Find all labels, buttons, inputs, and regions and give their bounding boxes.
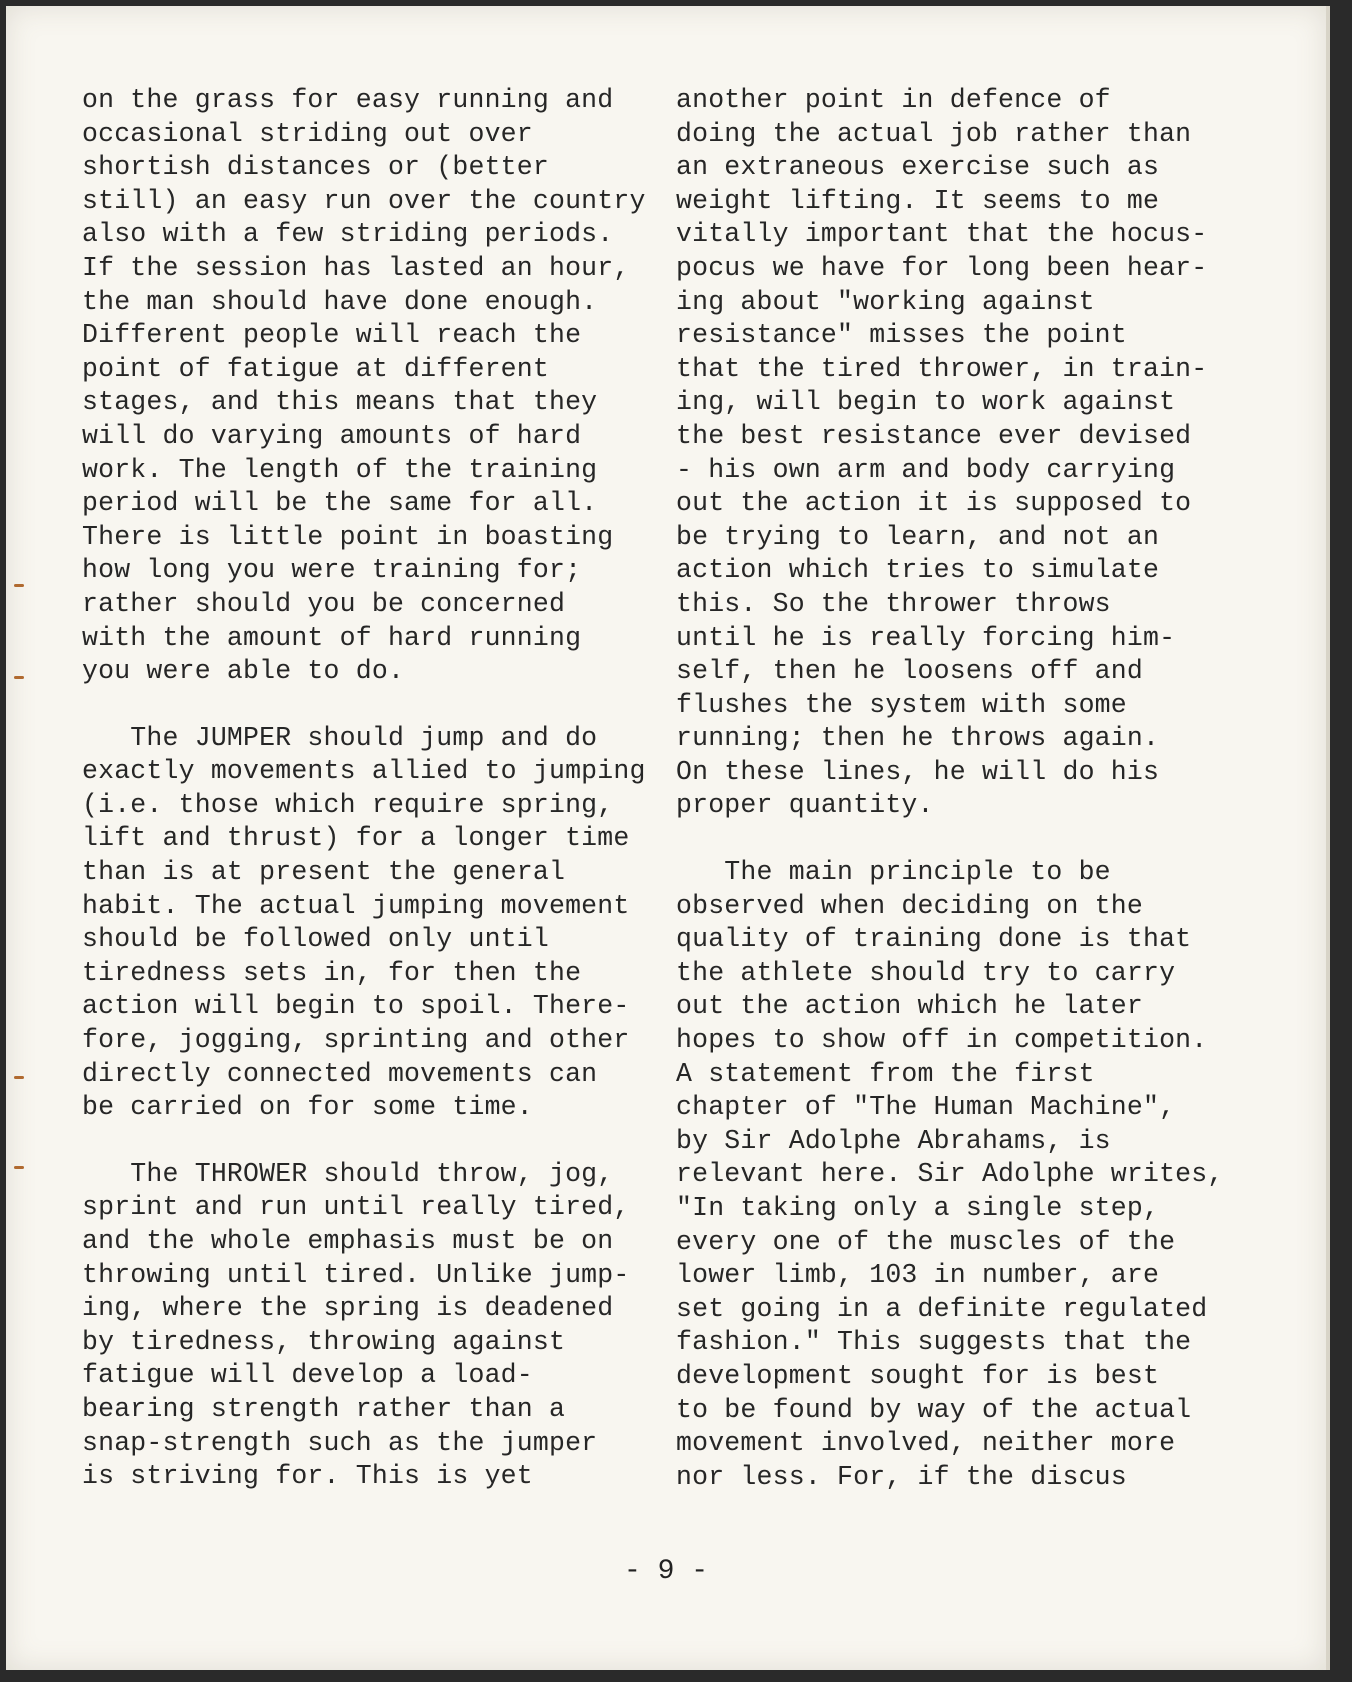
text-line: snap-strength such as the jumper xyxy=(82,1427,598,1458)
text-line: fore, jogging, sprinting and other xyxy=(82,1025,630,1056)
text-line: relevant here. Sir Adolphe writes, xyxy=(676,1159,1224,1190)
text-line: shortish distances or (better xyxy=(82,152,549,183)
text-line: - his own arm and body carrying xyxy=(676,454,1176,485)
text-line: work. The length of the training xyxy=(82,454,598,485)
text-line: be carried on for some time. xyxy=(82,1092,533,1123)
text-line: still) an easy run over the country xyxy=(82,185,646,216)
text-line: action will begin to spoil. There- xyxy=(82,991,630,1022)
text-line: Different people will reach the xyxy=(82,320,582,351)
text-line: hopes to show off in competition. xyxy=(676,1025,1208,1056)
binding-mark xyxy=(14,1076,24,1079)
text-line: by tiredness, throwing against xyxy=(82,1326,566,1357)
text-line: the man should have done enough. xyxy=(82,286,598,317)
text-line: quality of training done is that xyxy=(676,924,1192,955)
text-line: fashion." This suggests that the xyxy=(676,1327,1192,1358)
text-line: "In taking only a single step, xyxy=(676,1193,1160,1223)
text-line: be trying to learn, and not an xyxy=(676,521,1160,552)
text-line: fatigue will develop a load- xyxy=(82,1360,533,1391)
paragraph-gap xyxy=(676,823,1276,856)
text-line: tiredness sets in, for then the xyxy=(82,957,582,988)
text-line: The JUMPER should jump and do xyxy=(82,722,598,753)
text-line: ing about "working against xyxy=(676,286,1095,317)
text-line: proper quantity. xyxy=(676,790,934,821)
right-column xyxy=(676,84,1276,1494)
text-line: with the amount of hard running xyxy=(82,622,582,653)
text-line: On these lines, he will do his xyxy=(676,756,1160,787)
text-line: to be found by way of the actual xyxy=(676,1394,1192,1425)
text-line: bearing strength rather than a xyxy=(82,1393,566,1424)
text-line: If the session has lasted an hour, xyxy=(82,252,630,283)
text-line: A statement from the first xyxy=(676,1058,1095,1089)
text-line: the best resistance ever devised xyxy=(676,420,1192,451)
text-line: out the action it is supposed to xyxy=(676,488,1192,519)
text-line: directly connected movements can xyxy=(82,1058,598,1089)
paragraph xyxy=(676,84,1276,823)
paragraph xyxy=(82,722,682,1125)
paragraph xyxy=(82,1158,682,1494)
text-line: weight lifting. It seems to me xyxy=(676,185,1160,216)
text-line: exactly movements allied to jumping xyxy=(82,756,646,787)
text-line: is striving for. This is yet xyxy=(82,1461,533,1492)
page-number: - 9 - xyxy=(623,1556,708,1587)
text-line: The main principle to be xyxy=(676,857,1111,888)
text-line: another point in defence of xyxy=(676,85,1111,115)
text-line: observed when deciding on the xyxy=(676,890,1143,921)
text-line: how long you were training for; xyxy=(82,555,582,586)
text-line: also with a few striding periods. xyxy=(82,219,614,250)
paragraph xyxy=(82,84,682,689)
text-line: doing the actual job rather than xyxy=(676,118,1192,149)
text-line: and the whole emphasis must be on xyxy=(82,1226,614,1256)
text-line: pocus we have for long been hear- xyxy=(676,252,1208,283)
text-line: ing, where the spring is deadened xyxy=(82,1293,614,1324)
paragraph xyxy=(676,856,1276,1494)
text-line: by Sir Adolphe Abrahams, is xyxy=(676,1125,1111,1156)
text-line: on the grass for easy running and xyxy=(82,85,614,115)
text-line: this. So the thrower throws xyxy=(676,588,1111,619)
text-line: than is at present the general xyxy=(82,857,566,888)
text-line: out the action which he later xyxy=(676,991,1143,1022)
paragraph-gap xyxy=(82,1125,682,1158)
text-line: you were able to do. xyxy=(82,656,405,687)
text-line: point of fatigue at different xyxy=(82,353,549,384)
text-line: that the tired thrower, in train- xyxy=(676,353,1208,384)
text-line: resistance" misses the point xyxy=(676,320,1127,351)
text-line: occasional striding out over xyxy=(82,118,533,149)
text-line: lower limb, 103 in number, are xyxy=(676,1260,1160,1291)
left-column xyxy=(82,84,682,1494)
text-line: should be followed only until xyxy=(82,924,549,955)
text-line: development sought for is best xyxy=(676,1360,1160,1391)
text-line: The THROWER should throw, jog, xyxy=(82,1158,614,1189)
text-line: lift and thrust) for a longer time xyxy=(82,823,630,854)
text-line: nor less. For, if the discus xyxy=(676,1461,1127,1492)
text-line: There is little point in boasting xyxy=(82,521,614,552)
document-page xyxy=(6,6,1330,1670)
binding-mark xyxy=(14,584,24,587)
text-line: will do varying amounts of hard xyxy=(82,420,582,451)
binding-mark xyxy=(14,676,24,679)
text-line: an extraneous exercise such as xyxy=(676,152,1160,183)
text-line: period will be the same for all. xyxy=(82,488,598,519)
text-line: throwing until tired. Unlike jump- xyxy=(82,1259,630,1290)
text-line: until he is really forcing him- xyxy=(676,622,1176,653)
text-line: habit. The actual jumping movement xyxy=(82,890,630,921)
text-line: running; then he throws again. xyxy=(676,723,1160,754)
text-line: the athlete should try to carry xyxy=(676,957,1176,988)
text-line: stages, and this means that they xyxy=(82,387,598,418)
text-line: (i.e. those which require spring, xyxy=(82,789,614,820)
text-line: rather should you be concerned xyxy=(82,588,566,619)
text-line: vitally important that the hocus- xyxy=(676,219,1208,250)
text-line: movement involved, neither more xyxy=(676,1428,1176,1459)
text-line: sprint and run until really tired, xyxy=(82,1192,630,1223)
text-line: set going in a definite regulated xyxy=(676,1293,1208,1324)
text-line: ing, will begin to work against xyxy=(676,387,1176,418)
text-line: chapter of "The Human Machine", xyxy=(676,1092,1176,1123)
text-line: action which tries to simulate xyxy=(676,555,1160,586)
text-line: flushes the system with some xyxy=(676,689,1127,720)
text-line: every one of the muscles of the xyxy=(676,1226,1176,1257)
text-line: self, then he loosens off and xyxy=(676,656,1143,687)
binding-mark xyxy=(14,1166,24,1169)
paragraph-gap xyxy=(82,689,682,722)
